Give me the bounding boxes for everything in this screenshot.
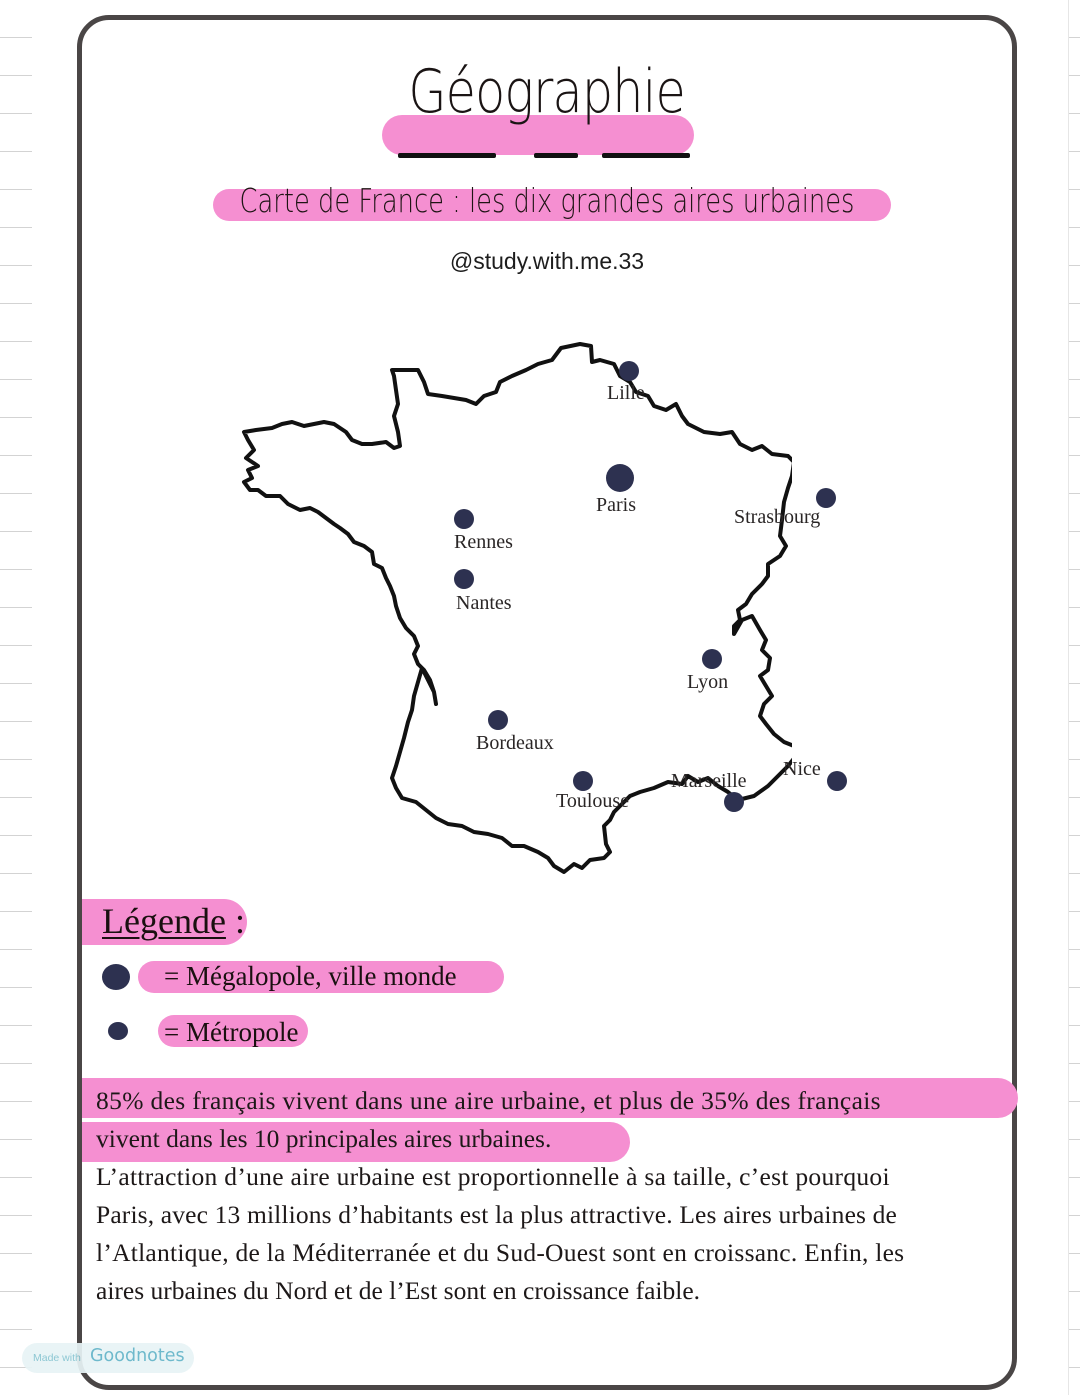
- city-label-strasbourg: Strasbourg: [734, 506, 821, 528]
- city-label-lille: Lille: [607, 382, 645, 404]
- title-underline: [602, 153, 690, 158]
- ruled-paper-left: [0, 0, 32, 1395]
- france-outline-icon: [232, 320, 792, 900]
- large-dot-icon: [102, 964, 130, 990]
- goodnotes-watermark: [22, 1343, 194, 1373]
- legend-title: [102, 900, 245, 942]
- page-subtitle: Carte de France : les dix grandes aires urbaines: [239, 181, 855, 220]
- city-dot-rennes: [454, 509, 474, 529]
- city-dot-bordeaux: [488, 710, 508, 730]
- france-map: [232, 320, 821, 900]
- city-label-bordeaux: Bordeaux: [476, 732, 554, 754]
- small-dot-icon: [108, 1022, 128, 1040]
- city-dot-marseille: [724, 792, 744, 812]
- note-card: [77, 15, 1017, 1390]
- summary-line: vivent dans les 10 principales aires urbaines.: [96, 1124, 552, 1153]
- city-dot-toulouse: [573, 771, 593, 791]
- city-dot-lyon: [702, 649, 722, 669]
- ruled-paper-right: [1068, 0, 1080, 1395]
- city-label-rennes: Rennes: [454, 531, 513, 553]
- made-with-text: Made with: [33, 1352, 81, 1364]
- goodnotes-brand: Goodnotes: [90, 1346, 185, 1366]
- city-label-nantes: Nantes: [456, 592, 512, 614]
- city-label-marseille: Marseille: [671, 770, 747, 792]
- city-dot-paris: [606, 464, 634, 492]
- city-dot-lille: [619, 361, 639, 381]
- city-label-paris: Paris: [596, 494, 636, 516]
- city-label-nice: Nice: [783, 758, 821, 780]
- page-title: Géographie: [408, 57, 686, 127]
- city-label-lyon: Lyon: [687, 671, 729, 693]
- legend-label: = Métropole: [164, 1017, 299, 1047]
- body-line: L’attraction d’une aire urbaine est proportionnelle à sa taille, c’est pourquoi: [96, 1162, 890, 1191]
- author-credit: @study.with.me.33: [449, 248, 645, 274]
- legend-colon: :: [234, 901, 245, 941]
- city-dot-strasbourg: [816, 488, 836, 508]
- legend-label: = Mégalopole, ville monde: [164, 961, 457, 991]
- city-label-toulouse: Toulouse: [556, 790, 630, 812]
- body-line: l’Atlantique, de la Méditerranée et du Sud-Ouest sont en croissanc. Enfin, les: [96, 1238, 905, 1267]
- title-underline: [534, 153, 578, 158]
- city-dot-nice: [827, 771, 847, 791]
- legend-title-text: Légende: [102, 901, 226, 941]
- summary-line: 85% des français vivent dans une aire urbaine, et plus de 35% des français: [96, 1086, 881, 1115]
- title-underline: [398, 153, 496, 158]
- body-line: aires urbaines du Nord et de l’Est sont en croissance faible.: [96, 1276, 701, 1305]
- body-line: Paris, avec 13 millions d’habitants est la plus attractive. Les aires urbaines de: [96, 1200, 898, 1229]
- city-dot-nantes: [454, 569, 474, 589]
